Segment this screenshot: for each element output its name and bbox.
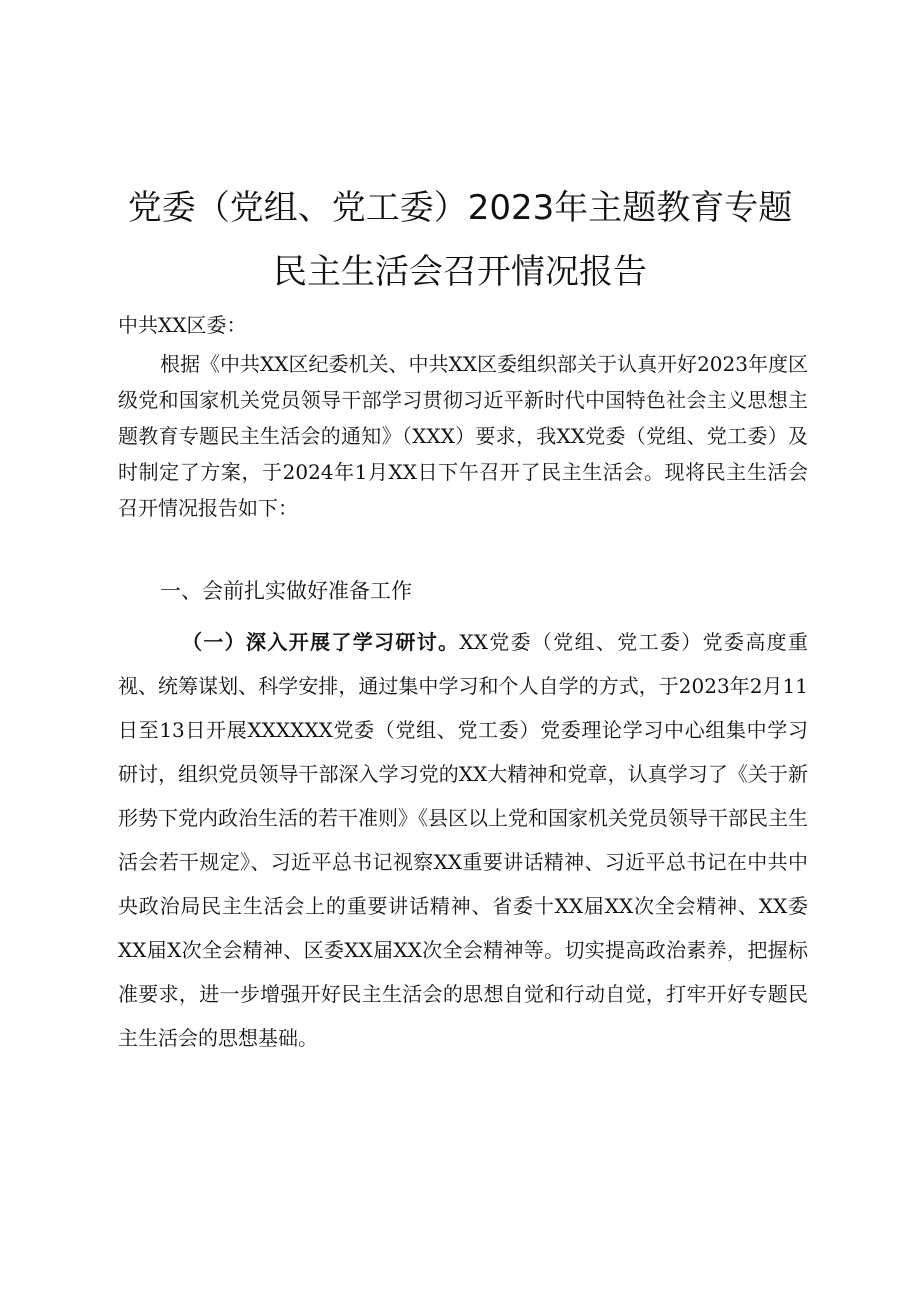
intro-paragraph: 根据《中共XX区纪委机关、中共XX区委组织部关于认真开好2023年度区级党和国家机关党员领导干部学习贯彻习近平新时代中国特色社会主义思想主题教育专题民主生活会的通知》（XXX）要求，我XX党委（党组、党工委）及时制定了方案，于2024年1月XX日下午召开了民主生活会。现将民主生活会召开情况报告如下：: [118, 352, 808, 520]
section-heading-1: 一、会前扎实做好准备工作: [160, 579, 412, 603]
subsection-body-1: XX党委（党组、党工委）党委高度重视、统筹谋划、科学安排，通过集中学习和个人自学的方式，于2023年2月11日至13日开展XXXXXX党委（党组、党工委）党委理论学习中心组集中学习研讨，组织党员领导干部深入学习党的XX大精神和党章，认真学习了《关于新形势下党内政治生活的若干准则》《县区以上党和国家机关党员领导干部民主生活会若干规定》、习近平总书记视察XX重要讲话精神、习近平总书记在中共中央政治局民主生活会上的重要讲话精神、省委十XX届XX次全会精神、XX委XX届X次全会精神、区委XX届XX次全会精神等。切实提高政治素养，把握标准要求，进一步增强开好民主生活会的思想自觉和行动自觉，打牢开好专题民主生活会的思想基础。: [118, 630, 808, 1050]
salutation: 中共XX区委：: [118, 313, 247, 337]
document-title-line-1: 党委（党组、党工委）2023年主题教育专题: [127, 188, 793, 228]
subsection-paragraph-1: [118, 620, 808, 1060]
document-title-line-2: 民主生活会召开情况报告: [273, 252, 647, 292]
subsection-lead-1: （一）深入开展了学习研讨。: [182, 630, 460, 654]
